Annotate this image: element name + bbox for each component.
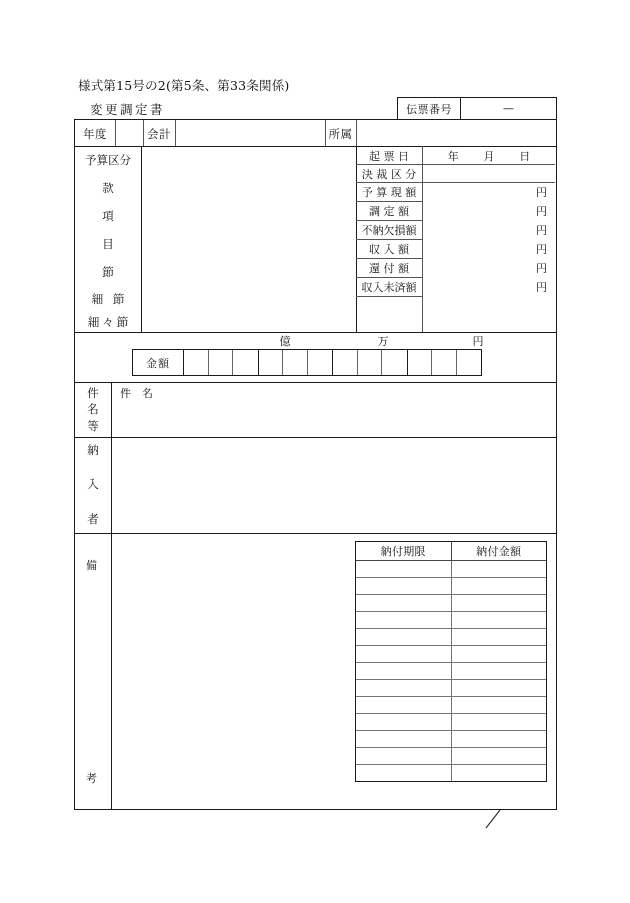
payment-amount-cell[interactable] xyxy=(451,663,546,680)
assessed-amount-unit: 円 xyxy=(536,205,547,218)
payment-amount-cell[interactable] xyxy=(451,578,546,595)
payment-amount-cell[interactable] xyxy=(451,629,546,646)
digit-group-1 xyxy=(184,350,259,375)
slip-number-value[interactable]: — xyxy=(503,102,514,115)
digit-cell[interactable] xyxy=(209,350,234,375)
digit-cell[interactable] xyxy=(333,350,358,375)
slash-mark-icon xyxy=(484,808,502,830)
budget-current-amount-label: 予 算 現 額 xyxy=(361,186,417,199)
table-row[interactable] xyxy=(356,697,546,714)
payment-amount-cell[interactable] xyxy=(451,680,546,697)
draft-date-year-mark: 年 xyxy=(447,149,459,163)
payment-deadline-cell[interactable] xyxy=(356,612,451,629)
payer-side-char-3: 者 xyxy=(87,511,99,526)
table-row[interactable] xyxy=(356,612,546,629)
subject-field-value[interactable] xyxy=(112,400,555,436)
draft-date-label: 起 票 日 xyxy=(369,149,409,163)
unit-mark-man: 万 xyxy=(377,335,389,348)
unit-mark-oku: 億 xyxy=(279,335,291,348)
payment-schedule-table xyxy=(355,541,547,782)
digit-group-2 xyxy=(259,350,334,375)
refund-amount-unit: 円 xyxy=(536,262,547,275)
payment-amount-cell[interactable] xyxy=(451,748,546,765)
payment-deadline-cell[interactable] xyxy=(356,595,451,612)
payment-amount-cell[interactable] xyxy=(451,731,546,748)
slip-number-box xyxy=(397,97,557,120)
revenue-amount-unit: 円 xyxy=(536,243,547,256)
account-value[interactable] xyxy=(175,120,325,147)
payment-deadline-cell[interactable] xyxy=(356,578,451,595)
budget-item-saisaisetsu: 細々節 xyxy=(87,315,132,329)
table-row[interactable] xyxy=(356,748,546,765)
rule-fin-row6 xyxy=(356,296,422,297)
payment-table-header-row xyxy=(356,542,546,561)
table-row[interactable] xyxy=(356,663,546,680)
digit-cell[interactable] xyxy=(457,350,482,375)
digit-cell[interactable] xyxy=(408,350,433,375)
digit-cell[interactable] xyxy=(233,350,258,375)
budget-current-amount-unit: 円 xyxy=(536,186,547,199)
remarks-side-label-bottom: 考 xyxy=(86,772,97,785)
assessed-amount-label: 調 定 額 xyxy=(369,205,409,218)
draft-date-value[interactable] xyxy=(423,147,555,164)
payment-deadline-cell[interactable] xyxy=(356,748,451,765)
table-row[interactable] xyxy=(356,646,546,663)
table-row[interactable] xyxy=(356,714,546,731)
payer-side-label xyxy=(75,445,111,525)
rule-budget-bottom xyxy=(75,332,556,333)
table-row[interactable] xyxy=(356,629,546,646)
payment-deadline-cell[interactable] xyxy=(356,646,451,663)
payment-amount-cell[interactable] xyxy=(451,595,546,612)
payment-deadline-header: 納付期限 xyxy=(356,542,451,561)
digit-cell[interactable] xyxy=(432,350,457,375)
digit-cell[interactable] xyxy=(283,350,308,375)
table-row[interactable] xyxy=(356,680,546,697)
account-label: 会計 xyxy=(147,126,171,141)
approval-label: 決 裁 区 分 xyxy=(361,167,417,181)
payment-amount-cell[interactable] xyxy=(451,561,546,578)
budget-item-setsu: 節 xyxy=(102,265,114,279)
amount-digit-grid xyxy=(132,349,482,376)
payment-deadline-cell[interactable] xyxy=(356,697,451,714)
payment-amount-cell[interactable] xyxy=(451,646,546,663)
draft-date-month-mark: 月 xyxy=(483,149,495,163)
budget-item-ko: 項 xyxy=(102,209,114,223)
table-row[interactable] xyxy=(356,731,546,748)
table-row[interactable] xyxy=(356,595,546,612)
digit-group-4 xyxy=(408,350,482,375)
payment-amount-header: 納付金額 xyxy=(451,542,546,561)
payment-deadline-cell[interactable] xyxy=(356,714,451,731)
unpaid-amount-label: 収入未済額 xyxy=(361,281,417,294)
subject-field-label: 件 名 xyxy=(120,387,153,400)
payment-amount-cell[interactable] xyxy=(451,697,546,714)
unpaid-amount-unit: 円 xyxy=(536,281,547,294)
subject-side-char-3: 等 xyxy=(87,418,99,433)
payment-deadline-cell[interactable] xyxy=(356,629,451,646)
payment-deadline-cell[interactable] xyxy=(356,663,451,680)
payment-table-body xyxy=(356,561,546,782)
payer-side-char-2: 入 xyxy=(87,477,99,492)
amount-grid-label: 金額 xyxy=(133,350,184,375)
payment-deadline-cell[interactable] xyxy=(356,561,451,578)
budget-item-saisetsu: 細 節 xyxy=(91,292,128,306)
payment-deadline-cell[interactable] xyxy=(356,680,451,697)
table-row[interactable] xyxy=(356,561,546,578)
payer-side-char-1: 納 xyxy=(87,443,99,457)
subject-side-char-1: 件 xyxy=(87,386,99,400)
table-row[interactable] xyxy=(356,765,546,782)
digit-cell[interactable] xyxy=(382,350,407,375)
digit-group-3 xyxy=(333,350,408,375)
budget-item-moku: 目 xyxy=(102,237,114,251)
payment-deadline-cell[interactable] xyxy=(356,765,451,782)
slip-number-label: 伝票番号 xyxy=(398,98,461,119)
digit-cell[interactable] xyxy=(184,350,209,375)
budget-value-area[interactable] xyxy=(142,147,356,332)
approval-value[interactable] xyxy=(423,165,555,182)
affiliation-value[interactable] xyxy=(356,120,555,147)
payment-amount-cell[interactable] xyxy=(451,714,546,731)
fiscal-year-label: 年度 xyxy=(83,126,107,141)
payer-field-value[interactable] xyxy=(112,438,555,532)
refund-amount-label: 還 付 額 xyxy=(369,262,409,275)
page-title: 変更調定書 xyxy=(90,102,166,117)
digit-cell[interactable] xyxy=(308,350,333,375)
remarks-side-label-top: 備 xyxy=(86,559,97,572)
rule-amount-bottom xyxy=(75,382,556,383)
affiliation-label: 所属 xyxy=(328,126,353,141)
form-number-heading: 様式第15号の2(第5条、第33条関係) xyxy=(78,78,290,93)
payment-amount-cell[interactable] xyxy=(451,612,546,629)
draft-date-day-mark: 日 xyxy=(519,149,531,163)
subject-side-label xyxy=(75,388,111,432)
bad-debt-amount-unit: 円 xyxy=(536,224,547,237)
payment-deadline-cell[interactable] xyxy=(356,731,451,748)
budget-item-kan: 款 xyxy=(102,181,114,195)
unit-mark-yen: 円 xyxy=(472,335,484,348)
digit-cell[interactable] xyxy=(358,350,383,375)
table-row[interactable] xyxy=(356,578,546,595)
fiscal-year-value[interactable] xyxy=(115,120,143,147)
digit-cell[interactable] xyxy=(259,350,284,375)
budget-section-heading: 予算区分 xyxy=(85,153,131,167)
subject-side-char-2: 名 xyxy=(87,402,99,417)
payment-amount-cell[interactable] xyxy=(451,765,546,782)
bad-debt-amount-label: 不納欠損額 xyxy=(361,224,417,237)
revenue-amount-label: 収 入 額 xyxy=(369,243,409,256)
